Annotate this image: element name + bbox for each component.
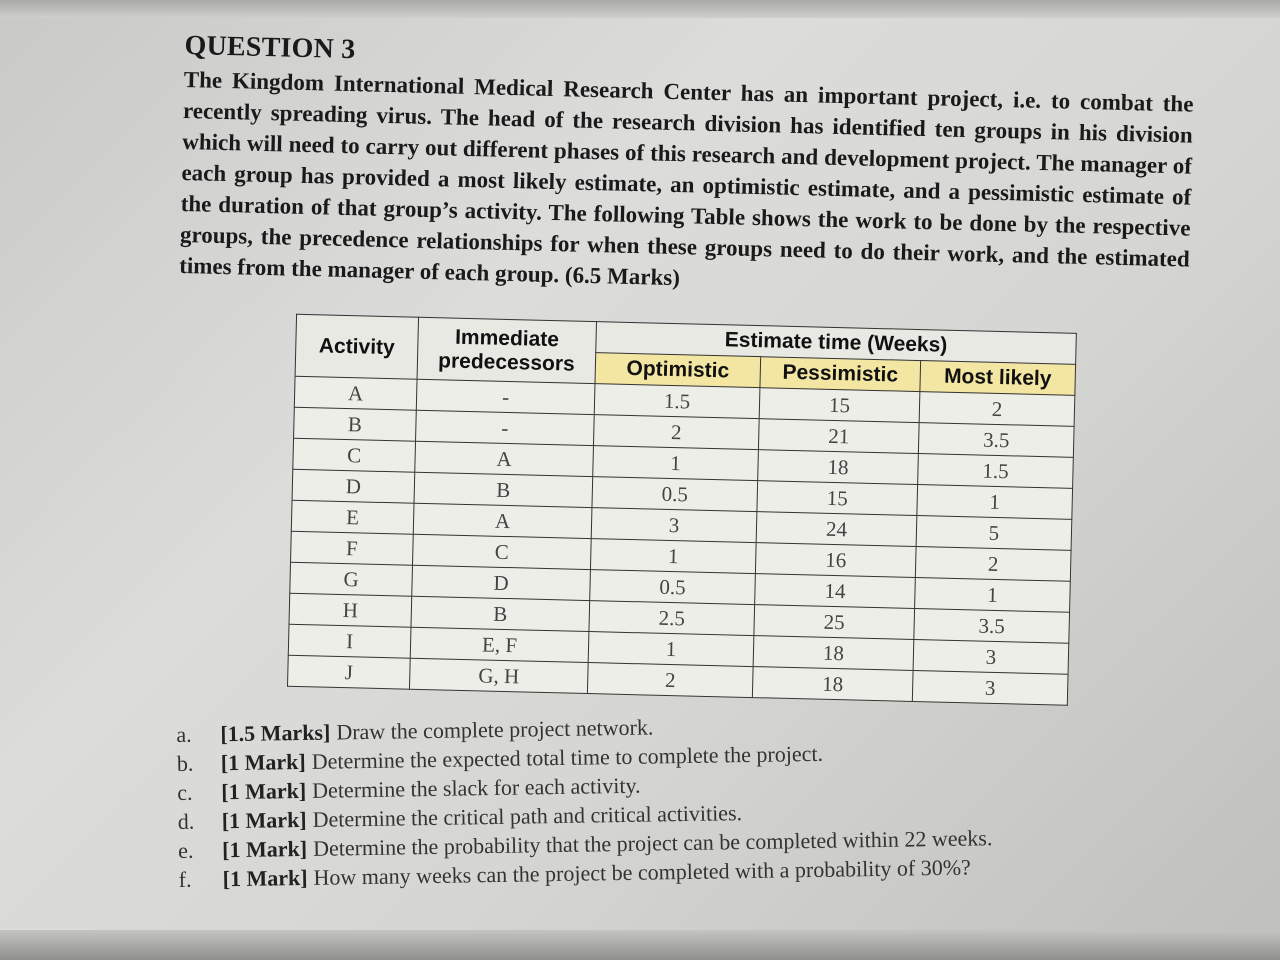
cell-optimistic: 1: [593, 446, 759, 481]
cell-predecessors: E, F: [410, 627, 589, 662]
cell-most-likely: 3: [913, 639, 1069, 674]
screen-bottom-edge: [0, 930, 1280, 960]
task-text: Determine the probability that the project can be completed within 22 weeks.: [312, 825, 993, 861]
cell-pessimistic: 14: [755, 574, 916, 609]
header-most-likely: Most likely: [920, 361, 1076, 396]
cell-activity: A: [294, 376, 417, 410]
cell-activity: D: [292, 469, 415, 503]
activity-table-body: [287, 376, 1074, 705]
task-list: [176, 704, 1186, 894]
cell-pessimistic: 18: [758, 450, 919, 485]
cell-activity: C: [293, 438, 416, 472]
cell-predecessors: G, H: [409, 658, 588, 693]
cell-activity: H: [289, 593, 412, 627]
cell-activity: E: [291, 500, 414, 534]
cell-predecessors: A: [415, 441, 594, 476]
task-label: f.: [178, 866, 192, 892]
cell-optimistic: 0.5: [592, 477, 758, 512]
task-text: Determine the slack for each activity.: [311, 772, 641, 803]
cell-predecessors: B: [414, 472, 593, 507]
cell-activity: B: [294, 407, 417, 441]
header-activity: Activity: [295, 314, 418, 379]
task-marks: [1.5 Marks]: [220, 719, 331, 747]
cell-predecessors: C: [412, 534, 591, 569]
header-immediate-predecessors: Immediate predecessors: [417, 317, 596, 383]
cell-pessimistic: 24: [756, 512, 917, 547]
cell-optimistic: 1.5: [594, 384, 760, 419]
screen-top-edge: [0, 0, 1280, 18]
task-marks: [1 Mark]: [221, 777, 307, 805]
activity-table-wrap: [287, 314, 1076, 706]
cell-optimistic: 1: [590, 539, 756, 574]
cell-most-likely: 3.5: [914, 608, 1070, 643]
task-marks: [1 Mark]: [222, 864, 308, 892]
activity-table: [287, 314, 1077, 706]
cell-optimistic: 2: [593, 415, 759, 450]
task-label: a.: [176, 721, 192, 747]
task-marks: [1 Mark]: [220, 748, 306, 776]
cell-most-likely: 5: [916, 516, 1072, 551]
header-estimate-time: Estimate time (Weeks): [596, 322, 1077, 365]
cell-pessimistic: 25: [754, 605, 915, 640]
header-pessimistic: Pessimistic: [760, 357, 921, 392]
cell-activity: I: [288, 624, 411, 658]
header-optimistic: Optimistic: [595, 353, 761, 388]
cell-predecessors: A: [413, 503, 592, 538]
cell-optimistic: 3: [591, 508, 757, 543]
cell-pessimistic: 16: [755, 543, 916, 578]
task-label: d.: [177, 808, 195, 834]
cell-predecessors: B: [411, 596, 590, 631]
cell-pessimistic: 15: [759, 388, 920, 423]
cell-optimistic: 1: [588, 632, 754, 667]
cell-optimistic: 0.5: [590, 570, 756, 605]
cell-activity: G: [290, 562, 413, 596]
cell-activity: F: [291, 531, 414, 565]
question-title: QUESTION 3: [184, 30, 356, 66]
task-marks: [1 Mark]: [221, 835, 308, 863]
task-text: Draw the complete project network.: [336, 714, 654, 745]
cell-pessimistic: 15: [757, 481, 918, 516]
cell-predecessors: -: [416, 410, 595, 445]
task-label: e.: [177, 837, 194, 863]
task-text: Determine the critical path and critical activities.: [312, 800, 743, 832]
task-marks: [1 Mark]: [221, 806, 307, 834]
cell-optimistic: 2.5: [589, 601, 755, 636]
cell-predecessors: D: [412, 565, 591, 600]
task-text: How many weeks can the project be completed with a probability of 30%?: [313, 854, 972, 890]
cell-optimistic: 2: [587, 663, 753, 698]
document-page: [150, 18, 1230, 930]
task-text: Determine the expected total time to complete the project.: [311, 740, 824, 774]
cell-most-likely: 1: [915, 578, 1071, 613]
task-label: b.: [176, 750, 194, 776]
cell-pessimistic: 18: [753, 636, 914, 671]
cell-pessimistic: 21: [758, 419, 919, 454]
cell-most-likely: 2: [915, 547, 1071, 582]
cell-most-likely: 3: [912, 670, 1068, 705]
cell-most-likely: 3.5: [918, 423, 1074, 458]
question-content: [164, 30, 1200, 919]
cell-activity: J: [287, 655, 410, 689]
cell-most-likely: 1.5: [918, 454, 1074, 489]
cell-most-likely: 1: [917, 485, 1073, 520]
question-body: The Kingdom International Medical Research Center has an important project, i.e. to combat the recently spreading virus. The head of the research division has identified ten groups in his division which will need to carry out different phases of this research and development project. The manager of each group has provided a most likely estimate, an optimistic estimate, and a pessimistic estimate of the duration of that group’s activity. The following Table shows the work to be done by the respective groups, the precedence relationships for when these groups need to do their work, and the estimated times from the manager of each group. (6.5 Marks): [178, 66, 1194, 291]
task-label: c.: [177, 779, 193, 805]
cell-predecessors: -: [416, 379, 595, 414]
cell-most-likely: 2: [919, 392, 1075, 427]
cell-pessimistic: 18: [752, 667, 913, 702]
